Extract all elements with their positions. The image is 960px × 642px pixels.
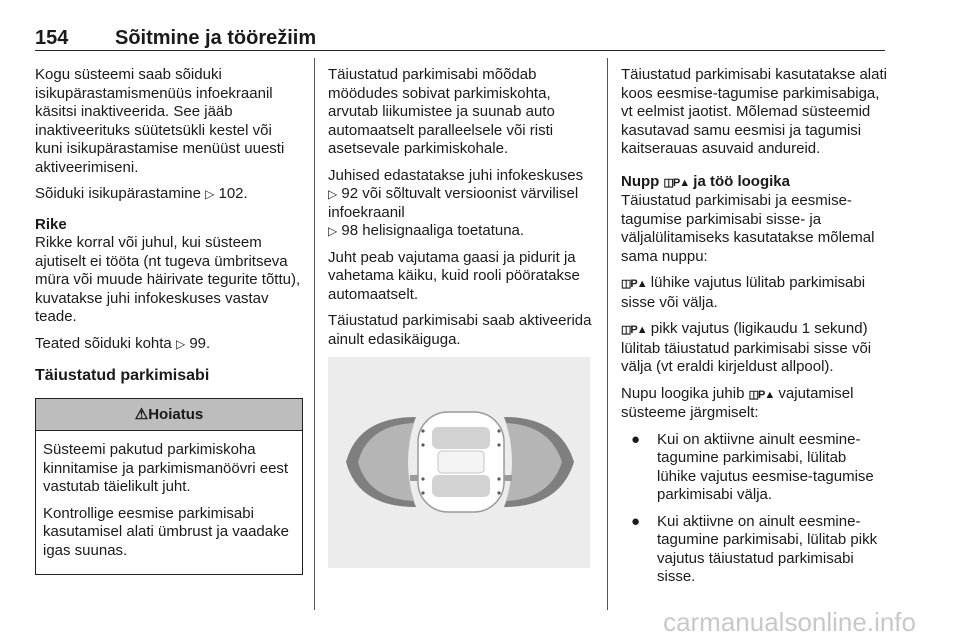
car-mirror-right bbox=[504, 475, 512, 481]
column-2 bbox=[328, 66, 594, 568]
column-divider-1 bbox=[314, 58, 315, 610]
parking-assist-button-icon: ◫P▲ bbox=[663, 176, 690, 189]
warning-title: Hoiatus bbox=[148, 405, 204, 423]
parking-assist-button-icon: ◫P▲ bbox=[621, 278, 647, 290]
paragraph: Täiustatud parkimisabi ja eesmise-tagumise parkimisabi sisse- ja väljalülitamiseks kasutatakse mõlemal sama nuppu: bbox=[621, 192, 875, 265]
warning-header bbox=[36, 399, 302, 432]
section-heading-parking: Täiustatud parkimisabi bbox=[35, 367, 210, 384]
warning-box bbox=[35, 398, 303, 576]
car-windshield bbox=[432, 475, 490, 497]
page-ref-arrow-icon: ▷ bbox=[175, 336, 186, 351]
column-divider-2 bbox=[607, 58, 608, 610]
paragraph: ◫P▲ pikk vajutus (ligikaudu 1 sekund) lülitab täiustatud parkimisabi sisse või välja (vt eraldi kirjeldust allpool). bbox=[621, 320, 872, 375]
list-item: ● Kui aktiivne on ainult eesmine-tagumine parkimisabi, lülitab pikk vajutus täiustatud parkimisabi sisse. bbox=[621, 513, 889, 587]
page-ref-link[interactable]: 99. bbox=[189, 334, 211, 352]
car-top-view-illustration bbox=[328, 357, 590, 568]
watermark: carmanualsonline.info bbox=[663, 607, 916, 637]
paragraph: Rikke korral või juhul, kui süsteem ajutiselt ei tööta (nt tugeva ümbritseva müra või muude häirivate tegurite tõttu), kuvatakse juhi infokeskuses vastav teade. bbox=[35, 234, 301, 325]
reference-paragraph: Juhised edastatakse juhi infokeskuses ▷ 92 või sõltuvalt versioonist värvilisel infoekraanil ▷ 98 helisignaaliga toetatuna. bbox=[328, 166, 584, 239]
paragraph: Kogu süsteemi saab sõiduki isikupärastamismenüüs infoekraanil käsitsi inaktiveerida. See jääb inaktiveerituks süütetsükli kestel või kuni isikupärastamise menüüst uuesti aktiveerimiseni. bbox=[35, 66, 285, 176]
warning-text: Süsteemi pakutud parkimiskoha kinnitamise ja parkimismanöövri eest vastutab täielikult juht. bbox=[43, 441, 289, 495]
page-ref-arrow-icon: ▷ bbox=[328, 224, 338, 238]
page-header bbox=[35, 27, 885, 51]
parking-sensor-illustration bbox=[328, 357, 590, 568]
page-number: 154 bbox=[35, 27, 69, 49]
section-heading-button: Nupp ◫P▲ ja töö loogika bbox=[621, 173, 889, 193]
list-item: ● Kui on aktiivne ainult eesmine-tagumine parkimisabi, lülitab lühike vajutus eesmise-tagumise parkimisabi välja. bbox=[621, 431, 889, 505]
car-roof bbox=[438, 451, 484, 473]
paragraph: Täiustatud parkimisabi kasutatakse alati koos eesmise-tagumise parkimisabiga, vt eelmist jaotist. Mõlemad süsteemid kasutavad samu eesmisi ja tagumisi kaitserauas asuvaid andureid. bbox=[621, 66, 887, 157]
page-title: Sõitmine ja töörežiim bbox=[115, 27, 317, 49]
reference-paragraph: Sõiduki isikupärastamine ▷ 102. bbox=[35, 185, 248, 202]
column-1 bbox=[35, 66, 303, 575]
warning-body bbox=[36, 431, 302, 574]
bullet-icon: ● bbox=[631, 512, 641, 530]
page-ref-arrow-icon: ▷ bbox=[205, 187, 215, 201]
reference-paragraph: Teated sõiduki kohta ▷ 99. bbox=[35, 334, 211, 352]
paragraph: ◫P▲ lühike vajutus lülitab parkimisabi sisse või välja. bbox=[621, 274, 866, 311]
parking-assist-button-icon: ◫P▲ bbox=[621, 324, 647, 336]
warning-triangle-icon: ⚠ bbox=[134, 405, 149, 423]
car-mirror-left bbox=[410, 475, 418, 481]
parking-assist-button-icon: ◫P▲ bbox=[748, 388, 775, 401]
section-heading-rike: Rike bbox=[35, 215, 67, 233]
car-rear-window bbox=[432, 427, 490, 449]
column-3 bbox=[621, 66, 889, 595]
page-ref-link[interactable]: 102. bbox=[218, 185, 248, 202]
paragraph: Nupu loogika juhib ◫P▲ vajutamisel süsteeme järgmiselt: bbox=[621, 384, 854, 421]
page-ref-arrow-icon: ▷ bbox=[328, 187, 338, 201]
paragraph: Täiustatud parkimisabi saab aktiveerida ainult edasikäiguga. bbox=[328, 312, 592, 348]
warning-text: Kontrollige eesmise parkimisabi kasutamisel alati ümbrust ja vaadake igas suunas. bbox=[43, 504, 289, 559]
paragraph: Juht peab vajutama gaasi ja pidurit ja vahetama käiku, kuid rooli pööratakse automaatselt. bbox=[328, 248, 580, 303]
paragraph: Täiustatud parkimisabi mõõdab möödudes sobivat parkimiskohta, arvutab liikumistee ja suunab auto automaatselt paralleelsele või risti asetsevale parkimiskohale. bbox=[328, 66, 555, 157]
bullet-icon: ● bbox=[631, 430, 641, 448]
header-divider bbox=[35, 50, 885, 51]
